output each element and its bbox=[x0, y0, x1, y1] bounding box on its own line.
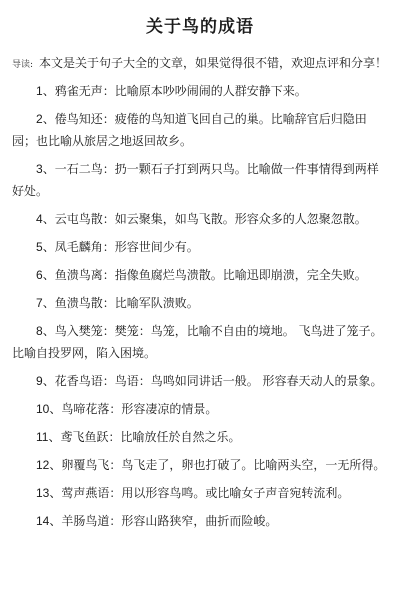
entry-number: 1 bbox=[36, 84, 43, 98]
idiom-entry bbox=[12, 398, 388, 420]
entry-text: 、一石二鸟：扔一颗石子打到两只鸟。比喻做一件事情得到两样好处。 bbox=[12, 162, 379, 198]
entry-number: 14 bbox=[36, 514, 50, 528]
idiom-entry bbox=[12, 320, 388, 364]
entry-text: 、鱼溃鸟散：比喻军队溃败。 bbox=[42, 296, 199, 310]
entry-text: 、鸟入樊笼：樊笼：鸟笼，比喻不自由的境地。 飞鸟进了笼子。比喻自投罗网，陷入困境。 bbox=[12, 324, 383, 360]
entry-text: 、花香鸟语：鸟语：鸟鸣如同讲话一般。 形容春天动人的景象。 bbox=[42, 374, 383, 388]
idiom-entry bbox=[12, 370, 388, 392]
idiom-entry bbox=[12, 108, 388, 152]
idiom-entry bbox=[12, 510, 388, 532]
idiom-entry bbox=[12, 426, 388, 448]
entry-text: 、鸢飞鱼跃：比喻放任於自然之乐。 bbox=[48, 430, 241, 444]
entry-text: 、云屯鸟散：如云聚集，如鸟飞散。形容众多的人忽聚忽散。 bbox=[42, 212, 367, 226]
entry-text: 、鸦雀无声：比喻原本吵吵闹闹的人群安静下来。 bbox=[42, 84, 307, 98]
entry-number: 7 bbox=[36, 296, 43, 310]
intro-paragraph bbox=[12, 52, 388, 76]
idiom-entry bbox=[12, 208, 388, 230]
entry-text: 、卵覆鸟飞：鸟飞走了，卵也打破了。比喻两头空，一无所得。 bbox=[49, 458, 386, 472]
idiom-entry bbox=[12, 264, 388, 286]
entry-number: 9 bbox=[36, 374, 43, 388]
idiom-entry bbox=[12, 454, 388, 476]
entry-number: 4 bbox=[36, 212, 43, 226]
entry-number: 5 bbox=[36, 240, 43, 254]
entry-number: 6 bbox=[36, 268, 43, 282]
entry-text: 、鱼溃鸟离：指像鱼腐烂鸟溃散。比喻迅即崩溃，完全失败。 bbox=[42, 268, 367, 282]
intro-label: 导读: bbox=[12, 60, 34, 70]
entry-number: 3 bbox=[36, 162, 43, 176]
entry-number: 11 bbox=[36, 430, 49, 444]
entry-number: 13 bbox=[36, 486, 50, 500]
entry-text: 、羊肠鸟道：形容山路狭窄，曲折而险峻。 bbox=[49, 514, 278, 528]
entry-text: 、凤毛麟角：形容世间少有。 bbox=[42, 240, 199, 254]
idiom-list bbox=[12, 80, 388, 532]
entry-number: 12 bbox=[36, 458, 50, 472]
idiom-entry bbox=[12, 482, 388, 504]
intro-text: 本文是关于句子大全的文章，如果觉得很不错，欢迎点评和分享！ bbox=[39, 56, 388, 70]
entry-text: 、倦鸟知还：疲倦的鸟知道飞回自己的巢。比喻辞官后归隐田园；也比喻从旅居之地返回故乡。 bbox=[12, 112, 367, 148]
entry-text: 、鸟啼花落：形容凄凉的情景。 bbox=[49, 402, 218, 416]
entry-text: 、莺声燕语：用以形容鸟鸣。或比喻女子声音宛转流利。 bbox=[49, 486, 350, 500]
page-title: 关于鸟的成语 bbox=[146, 17, 254, 37]
entry-number: 2 bbox=[36, 112, 43, 126]
idiom-entry bbox=[12, 236, 388, 258]
entry-number: 10 bbox=[36, 402, 50, 416]
idiom-entry bbox=[12, 158, 388, 202]
idiom-entry bbox=[12, 80, 388, 102]
idiom-entry bbox=[12, 292, 388, 314]
entry-number: 8 bbox=[36, 324, 43, 338]
